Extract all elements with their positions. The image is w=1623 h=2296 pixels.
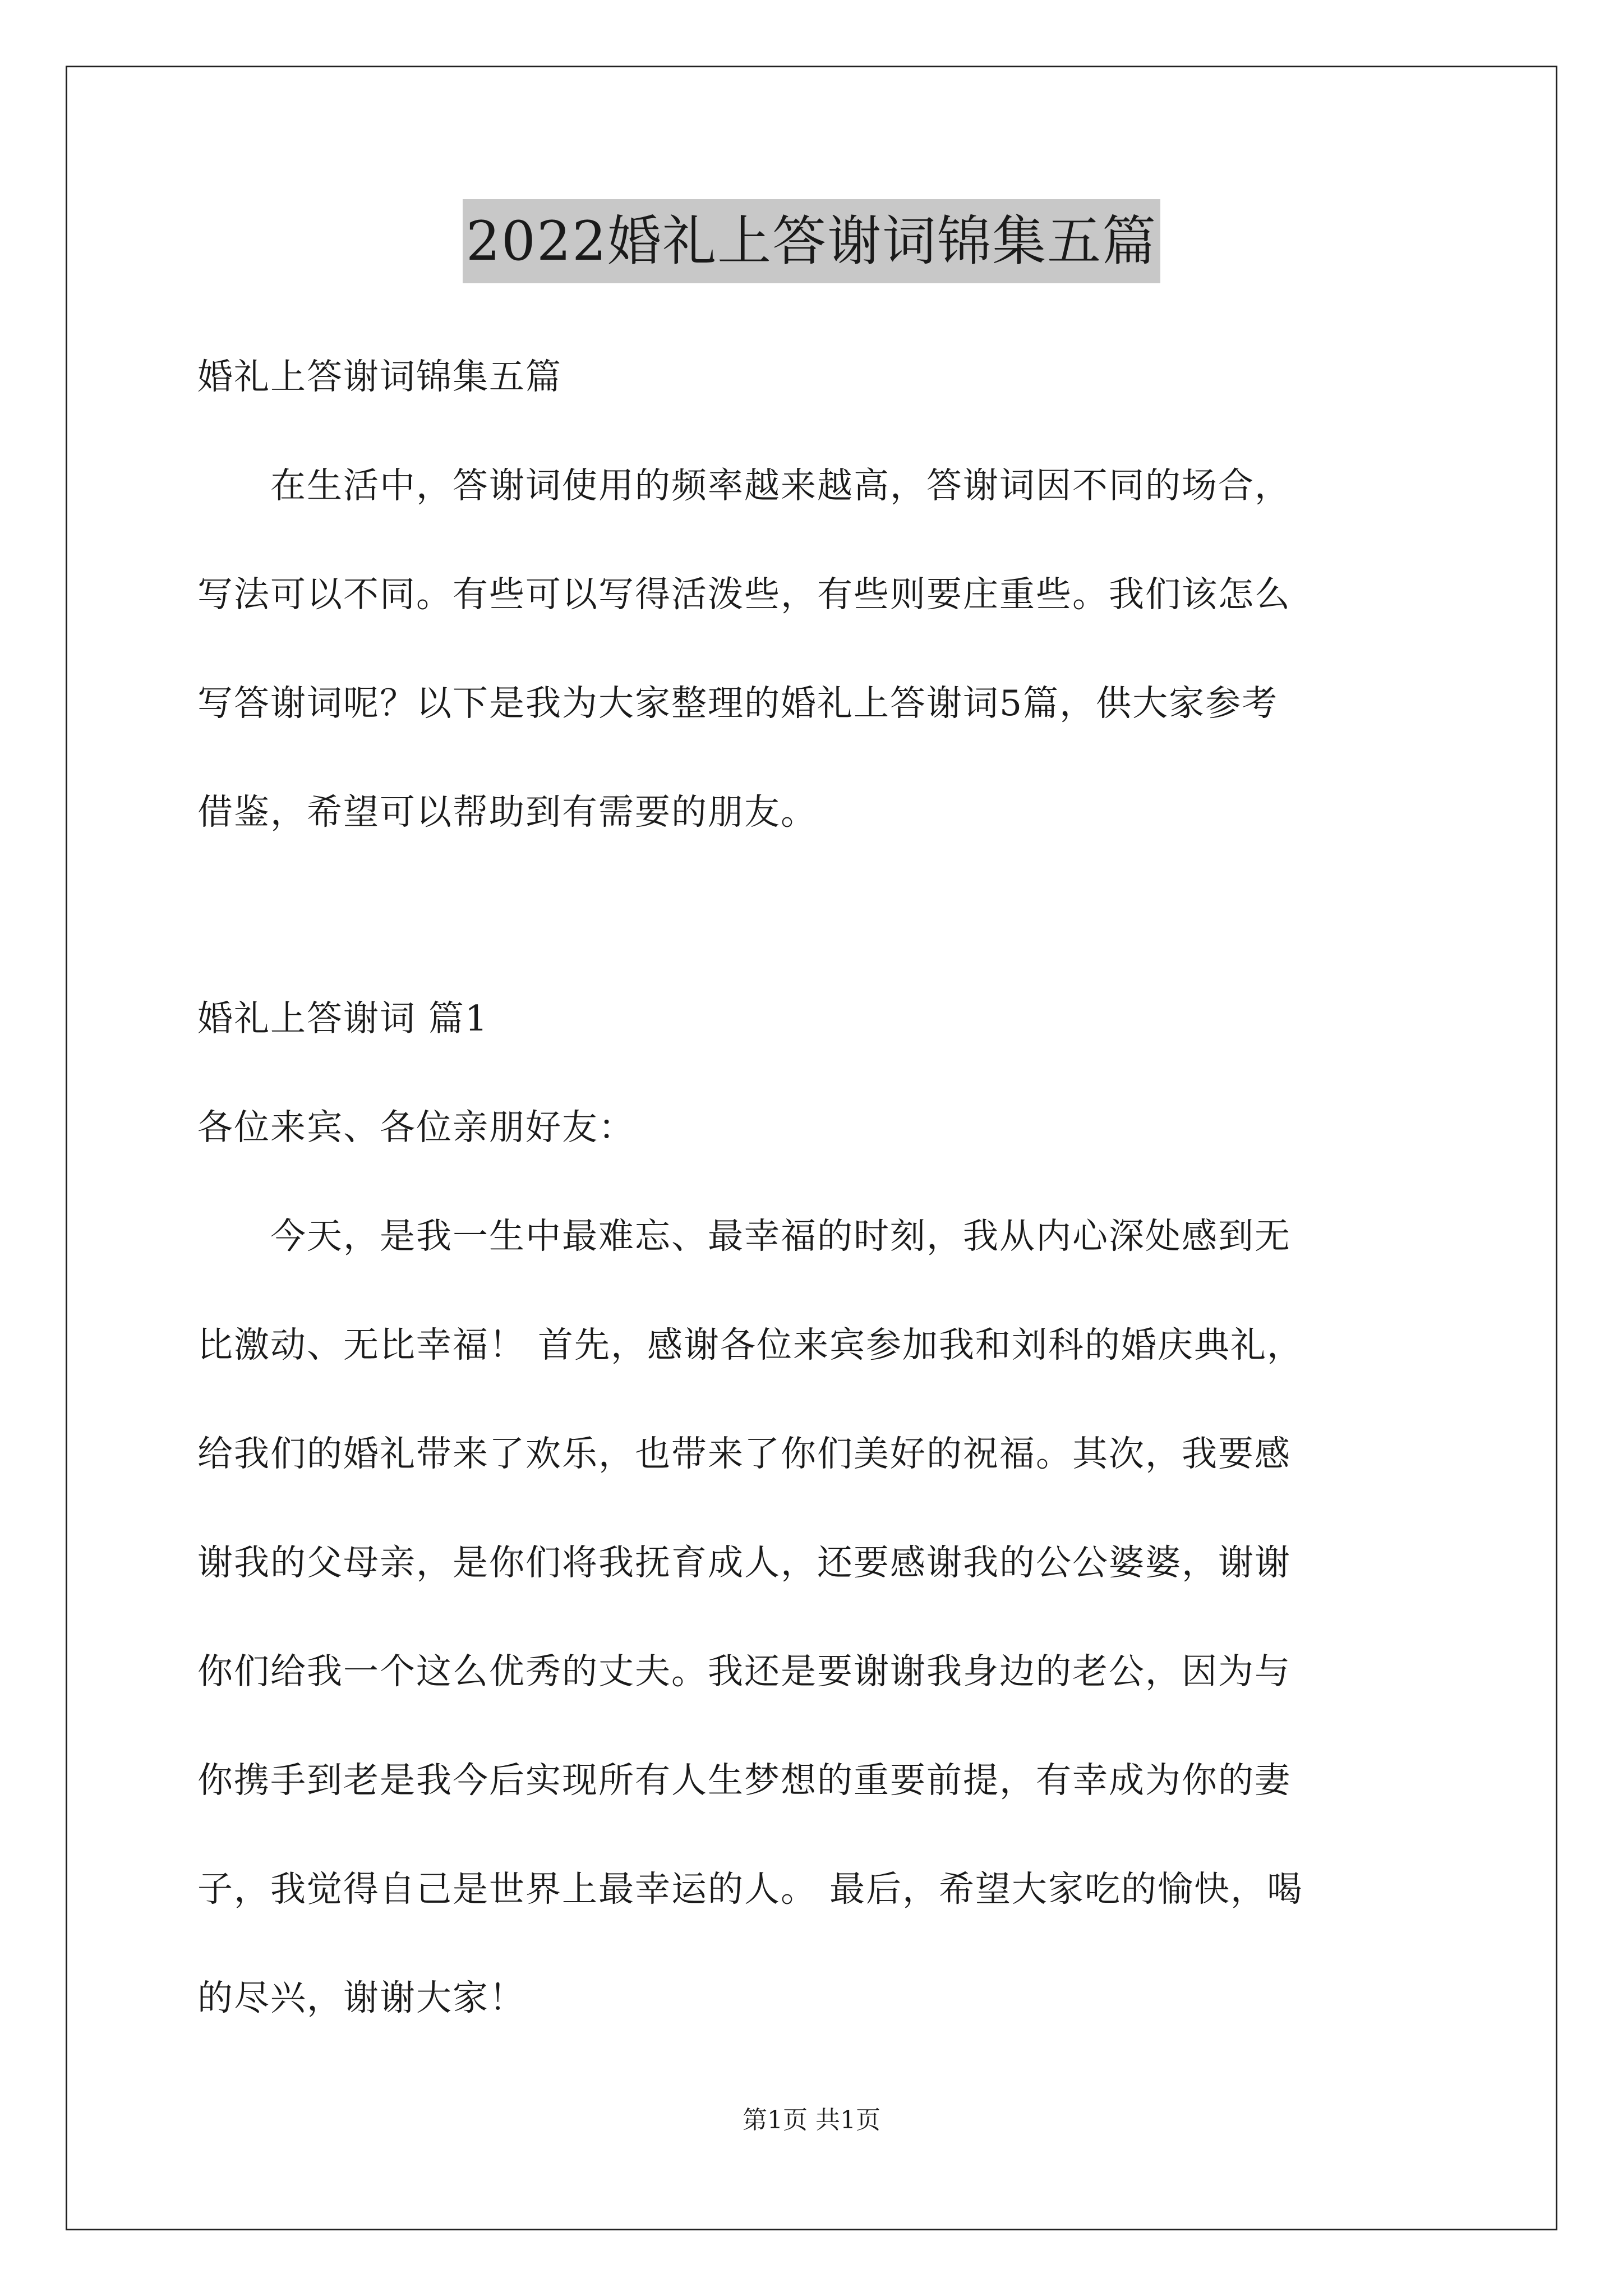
body-line-2: 比激动、无比幸福！ 首先，感谢各位来宾参加我和刘科的婚庆典礼， <box>197 1324 1304 1365</box>
intro-line-3: 写答谢词呢？以下是我为大家整理的婚礼上答谢词5篇，供大家参考 <box>197 683 1279 724</box>
body-line-4: 谢我的父母亲，是你们将我抚育成人，还要感谢我的公公婆婆，谢谢 <box>197 1542 1291 1583</box>
section-heading: 婚礼上答谢词 篇1 <box>197 998 489 1039</box>
body-line-5: 你们给我一个这么优秀的丈夫。我还是要谢谢我身边的老公，因为与 <box>197 1651 1291 1692</box>
subtitle: 婚礼上答谢词锦集五篇 <box>197 356 562 397</box>
body-line-6: 你携手到老是我今后实现所有人生梦想的重要前提，有幸成为你的妻 <box>197 1760 1291 1801</box>
intro-line-2: 写法可以不同。有些可以写得活泼些，有些则要庄重些。我们该怎么 <box>197 574 1291 615</box>
page-footer: 第1页 共1页 <box>743 2106 880 2134</box>
body-line-3: 给我们的婚礼带来了欢乐，也带来了你们美好的祝福。其次，我要感 <box>197 1433 1291 1474</box>
intro-line-1: 在生活中，答谢词使用的频率越来越高，答谢词因不同的场合， <box>197 465 1291 506</box>
document-title: 2022婚礼上答谢词锦集五篇 <box>463 199 1160 283</box>
body-line-8: 的尽兴，谢谢大家！ <box>197 1977 525 2018</box>
salutation: 各位来宾、各位亲朋好友： <box>197 1107 635 1148</box>
body-line-7: 子，我觉得自己是世界上最幸运的人。 最后，希望大家吃的愉快，喝 <box>197 1869 1304 1910</box>
body-line-1: 今天，是我一生中最难忘、最幸福的时刻，我从内心深处感到无 <box>197 1216 1291 1257</box>
document-title-container <box>0 199 1623 283</box>
intro-line-4: 借鉴，希望可以帮助到有需要的朋友。 <box>197 792 817 832</box>
